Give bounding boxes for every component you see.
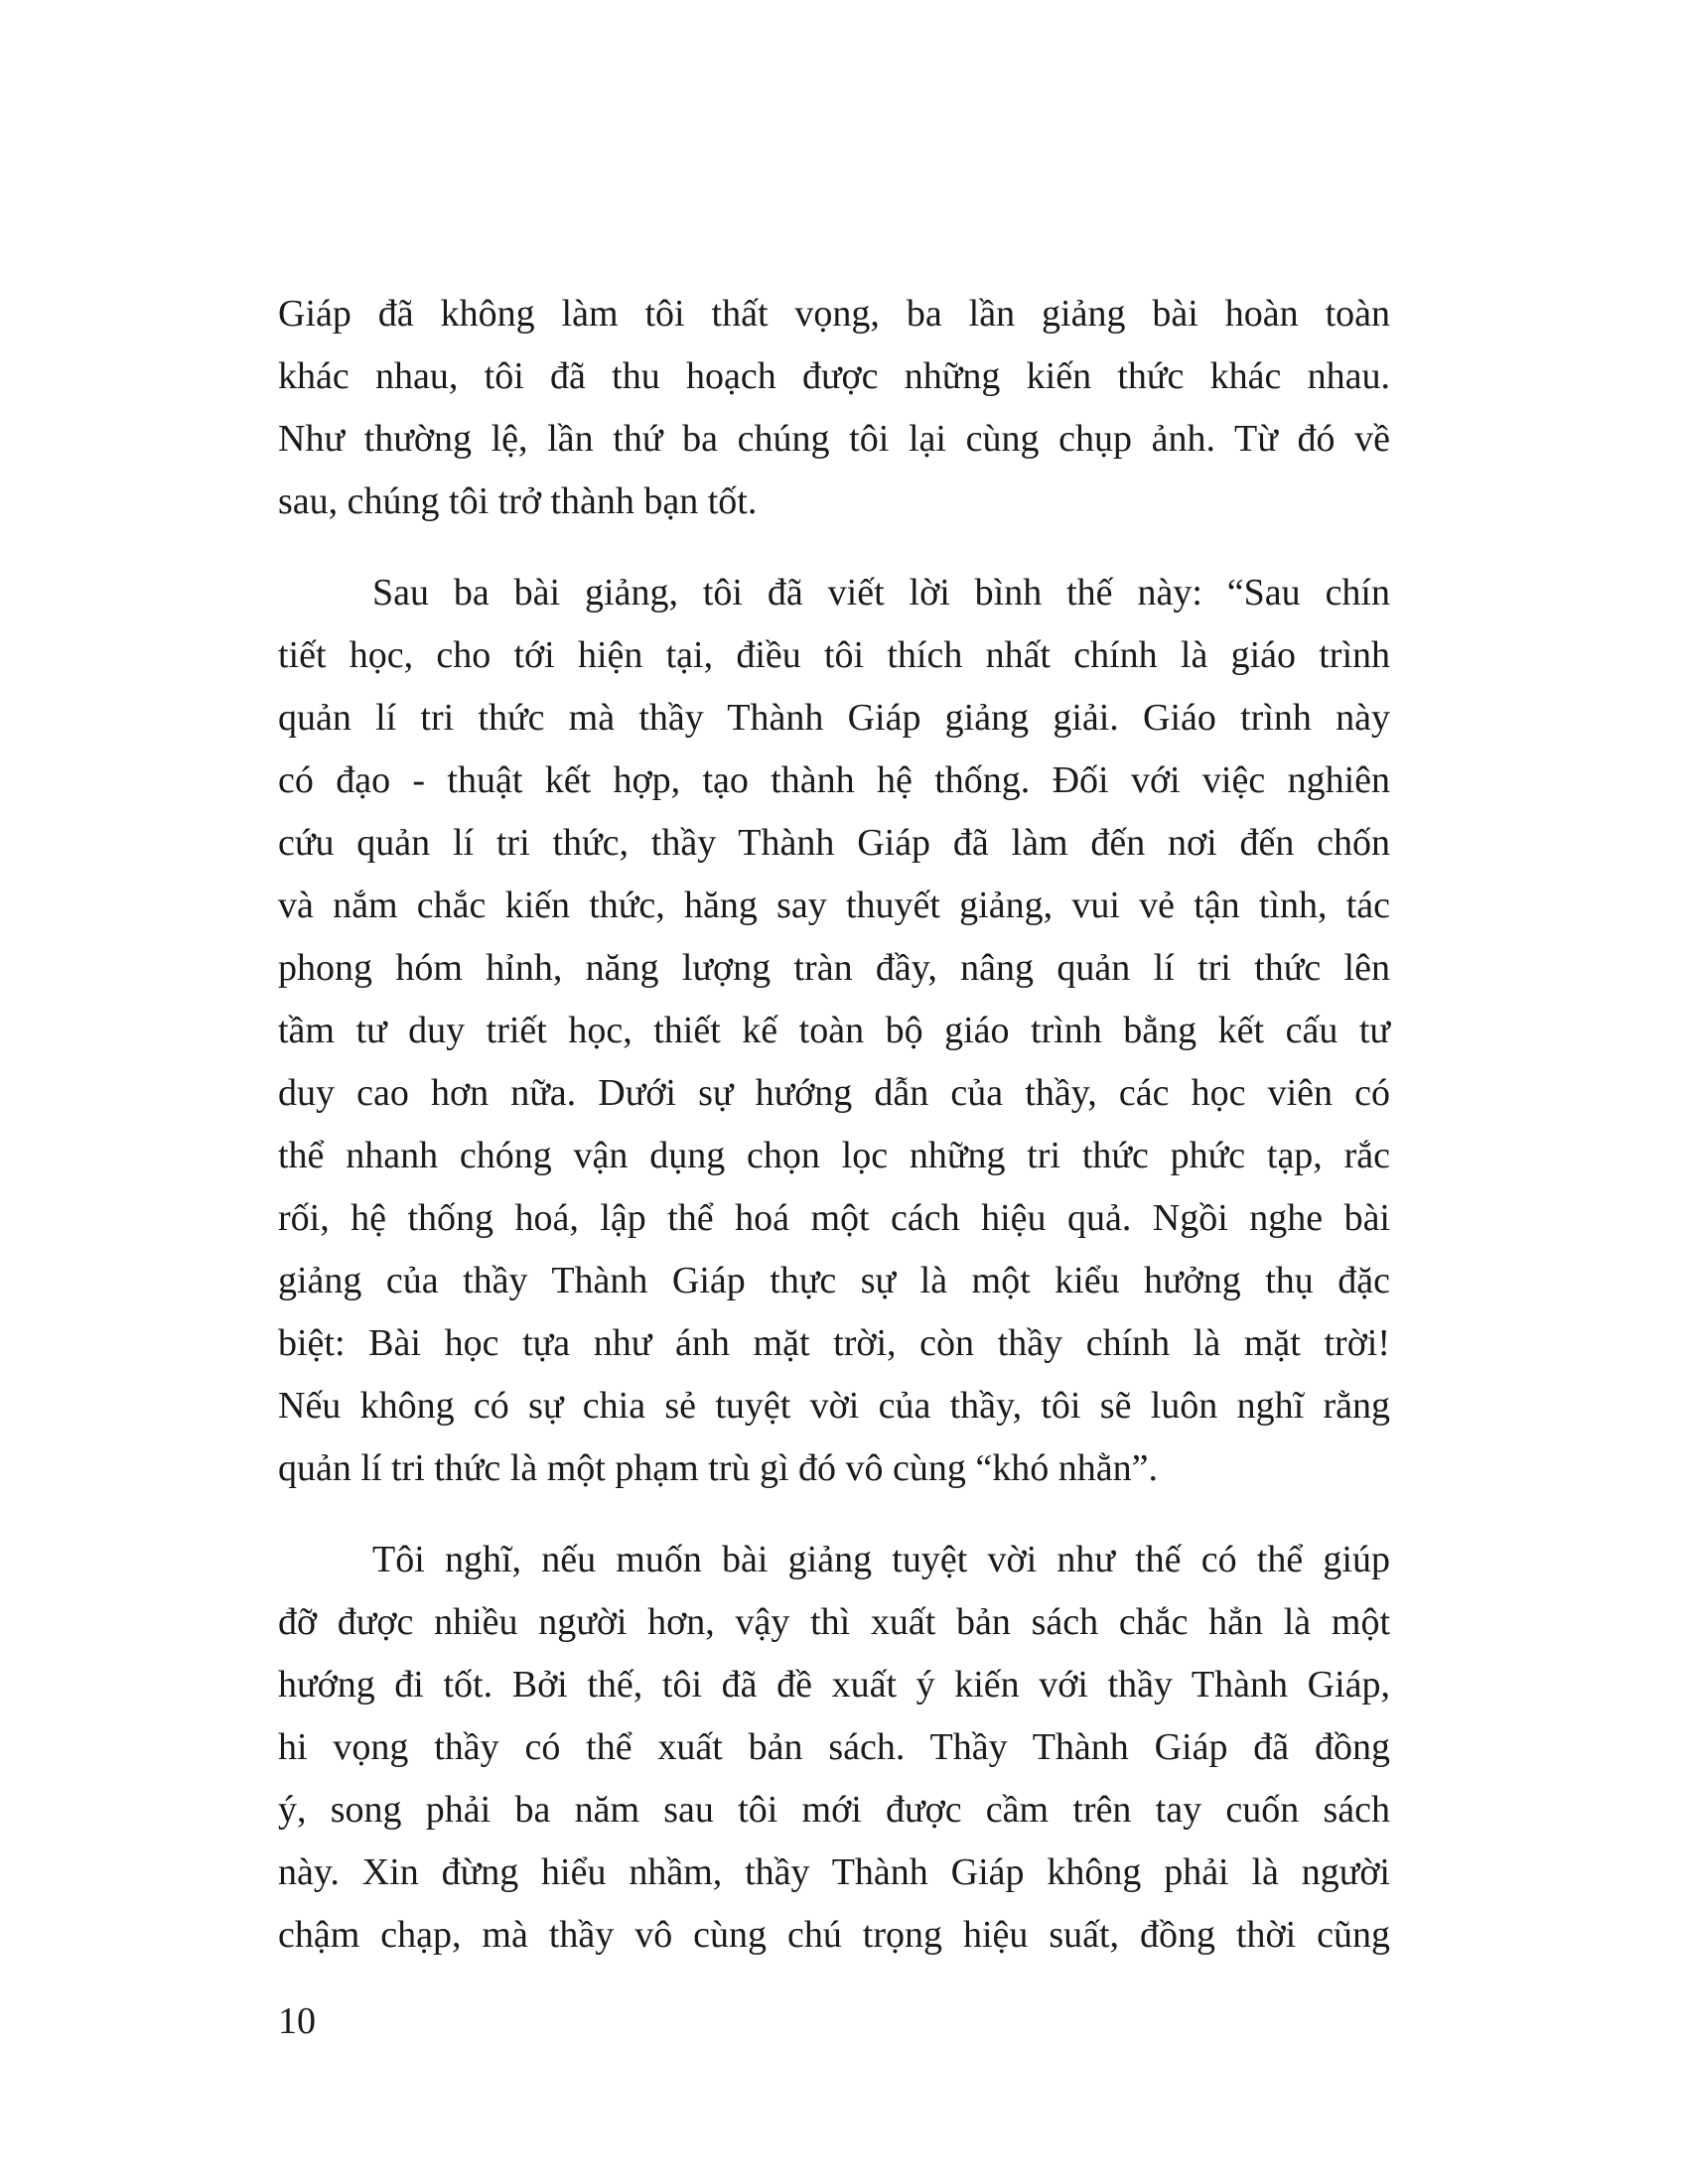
text-line: tầm tư duy triết học, thiết kế toàn bộ giáo trình bằng kết cấu tư	[278, 1010, 1390, 1051]
text-line: có đạo - thuật kết hợp, tạo thành hệ thống. Đối với việc nghiên	[278, 759, 1390, 801]
text-line: sau, chúng tôi trở thành bạn tốt.	[278, 480, 758, 522]
text-line: thể nhanh chóng vận dụng chọn lọc những tri thức phức tạp, rắc	[278, 1135, 1390, 1176]
text-line: duy cao hơn nữa. Dưới sự hướng dẫn của thầy, các học viên có	[278, 1072, 1390, 1114]
text-line: ý, song phải ba năm sau tôi mới được cầm trên tay cuốn sách	[278, 1789, 1390, 1831]
text-line: tiết học, cho tới hiện tại, điều tôi thích nhất chính là giáo trình	[278, 634, 1390, 676]
text-line: rối, hệ thống hoá, lập thể hoá một cách hiệu quả. Ngồi nghe bài	[278, 1197, 1390, 1239]
paragraph	[278, 1529, 1390, 1967]
text-line: Nếu không có sự chia sẻ tuyệt vời của thầy, tôi sẽ luôn nghĩ rằng	[278, 1385, 1390, 1427]
text-line: khác nhau, tôi đã thu hoạch được những kiến thức khác nhau.	[278, 355, 1390, 397]
text-line: và nắm chắc kiến thức, hăng say thuyết giảng, vui vẻ tận tình, tác	[278, 885, 1390, 926]
text-line: này. Xin đừng hiểu nhầm, thầy Thành Giáp không phải là người	[278, 1851, 1390, 1893]
paragraph	[278, 283, 1390, 533]
text-line: Sau ba bài giảng, tôi đã viết lời bình thế này: “Sau chín	[372, 572, 1390, 614]
page-number: 10	[278, 2000, 316, 2042]
text-line: chậm chạp, mà thầy vô cùng chú trọng hiệu suất, đồng thời cũng	[278, 1914, 1390, 1956]
text-line: quản lí tri thức mà thầy Thành Giáp giảng giải. Giáo trình này	[278, 697, 1390, 739]
text-line: Tôi nghĩ, nếu muốn bài giảng tuyệt vời như thế có thể giúp	[372, 1539, 1390, 1580]
text-line: Như thường lệ, lần thứ ba chúng tôi lại cùng chụp ảnh. Từ đó về	[278, 418, 1390, 460]
text-line: biệt: Bài học tựa như ánh mặt trời, còn thầy chính là mặt trời!	[278, 1322, 1390, 1364]
text-line: phong hóm hỉnh, năng lượng tràn đầy, nâng quản lí tri thức lên	[278, 947, 1390, 989]
text-line: Giáp đã không làm tôi thất vọng, ba lần giảng bài hoàn toàn	[278, 293, 1390, 335]
text-line: hi vọng thầy có thể xuất bản sách. Thầy Thành Giáp đã đồng	[278, 1726, 1390, 1768]
paragraph	[278, 562, 1390, 1500]
text-line: cứu quản lí tri thức, thầy Thành Giáp đã làm đến nơi đến chốn	[278, 822, 1390, 864]
page-body-text	[278, 283, 1390, 1967]
text-line: quản lí tri thức là một phạm trù gì đó vô cùng “khó nhằn”.	[278, 1447, 1158, 1489]
text-line: giảng của thầy Thành Giáp thực sự là một kiểu hưởng thụ đặc	[278, 1260, 1390, 1301]
text-line: hướng đi tốt. Bởi thế, tôi đã đề xuất ý kiến với thầy Thành Giáp,	[278, 1664, 1390, 1706]
text-line: đỡ được nhiều người hơn, vậy thì xuất bản sách chắc hẳn là một	[278, 1601, 1390, 1643]
